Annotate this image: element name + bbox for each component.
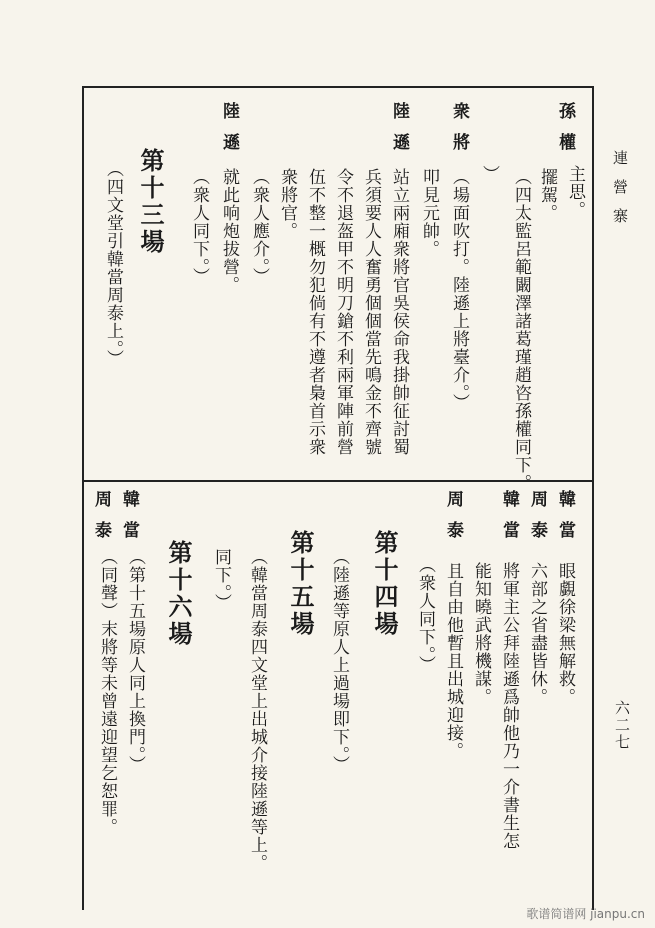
- line-sun-quan-1: 主思。: [565, 165, 585, 219]
- line-lu-xun-3: 令不退盔甲不明刀鎗不利兩軍陣前營: [333, 168, 353, 456]
- scene-heading: 第十三場: [136, 148, 165, 256]
- speaker-lu-xun: 陸遜: [389, 102, 409, 164]
- speaker-zhou-tai: 周泰: [443, 490, 463, 552]
- line-han-dang-2: 將軍主公拜陸遜爲帥他乃一介書生怎: [499, 562, 519, 850]
- line-lu-xun-6: 就此响炮拔營。: [219, 168, 239, 294]
- speaker-generals: 衆將: [449, 102, 469, 164]
- line-lu-xun-1: 站立兩廂衆將官吳侯命我掛帥征討蜀: [389, 168, 409, 456]
- speaker-sun-quan: 孫權: [555, 102, 575, 164]
- stage-direction: （衆人同下。）: [189, 168, 209, 286]
- line-sun-quan-2: 擺駕。: [537, 168, 557, 222]
- book-title: 連營寨: [611, 150, 629, 237]
- line-zhou-tai-2: 且自由他暫且出城迎接。: [443, 562, 463, 760]
- frame-top-rule: [82, 86, 594, 88]
- scene-heading: 第十五場: [286, 530, 315, 638]
- line-lu-xun-4: 伍不整一概勿犯倘有不遵者梟首示衆: [305, 168, 325, 456]
- speaker-han-dang: 韓當: [555, 490, 575, 552]
- stage-direction: （韓當周泰四文堂上出城介接陸遜等上。: [247, 548, 267, 872]
- speaker-han-dang: 韓當: [119, 490, 139, 552]
- stage-direction: （陸遜等原人上過場即下。）: [329, 548, 349, 774]
- speaker-lu-xun: 陸遜: [219, 102, 239, 164]
- speaker-han-dang: 韓當: [499, 490, 519, 552]
- line-lu-xun-2: 兵須要人人奮勇個個當先鳴金不齊號: [361, 168, 381, 456]
- scene-heading: 第十四場: [370, 530, 399, 638]
- stage-direction: （衆人同下。）: [415, 556, 435, 674]
- stage-direction: （場面吹打。陸遜上將臺介。）: [449, 168, 469, 412]
- stage-direction: （衆人應介。）: [249, 168, 269, 286]
- stage-direction: 同下。）: [211, 548, 231, 612]
- frame-right-rule: [592, 86, 594, 910]
- frame-left-rule: [82, 86, 84, 910]
- watermark: 歌谱简谱网 jianpu.cn: [526, 907, 645, 921]
- speaker-zhou-tai: 周泰: [91, 490, 111, 552]
- stage-direction: （四文堂引韓當周泰上。）: [103, 160, 123, 368]
- stage-direction: （第十五場原人同上換門。）: [125, 548, 145, 774]
- line-zhou-tai-1: 六部之省盡皆休。: [527, 562, 547, 706]
- stage-direction: ）: [479, 165, 499, 183]
- page-number: 六二七: [613, 700, 631, 751]
- stage-direction: （四太監呂範闞澤諸葛瑾趙咨孫權同下。: [511, 168, 531, 492]
- line-han-dang-3: 能知曉武將機謀。: [471, 562, 491, 706]
- line-generals: 叩見元帥。: [419, 168, 439, 258]
- speaker-zhou-tai: 周泰: [527, 490, 547, 552]
- stage-direction: （同聲）末將等未曾遠迎望乞恕罪。: [97, 548, 117, 836]
- line-lu-xun-5: 衆將官。: [277, 168, 297, 240]
- scene-heading: 第十六場: [164, 540, 193, 648]
- line-han-dang-1: 眼覷徐梁無解救。: [555, 562, 575, 706]
